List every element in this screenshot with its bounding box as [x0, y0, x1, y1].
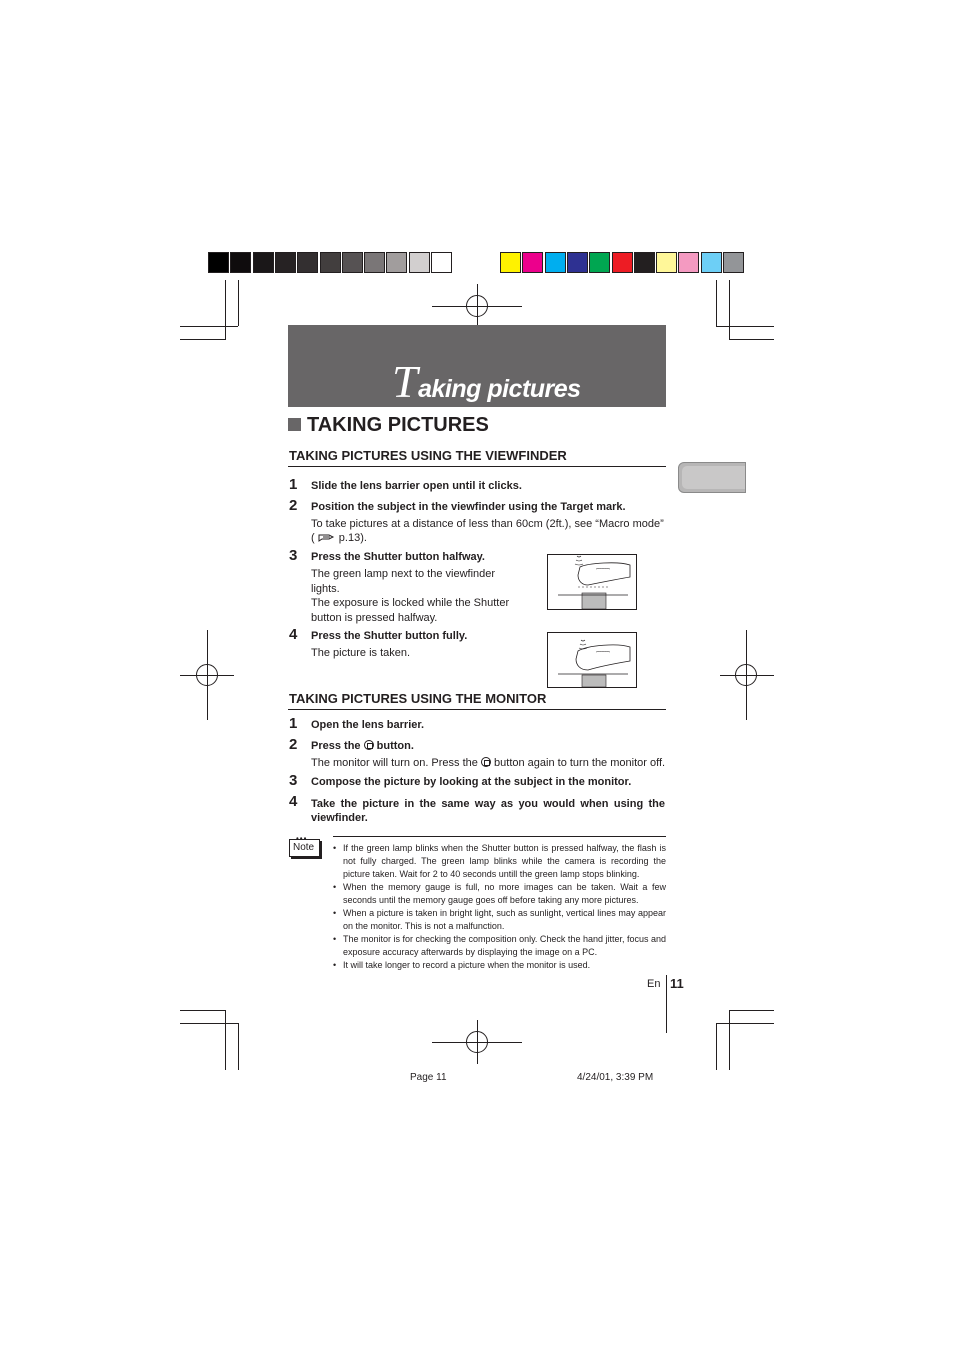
step-body: The picture is taken. — [311, 647, 411, 659]
color-swatch — [678, 252, 699, 273]
gray-swatch — [364, 252, 385, 273]
step-text: Slide the lens barrier open until it clicks. — [311, 480, 522, 492]
color-swatch — [589, 252, 610, 273]
crop-mark — [716, 280, 717, 326]
note-item: • When a picture is taken in bright light, such as sunlight, vertical lines may appear on the monitor. This is not a malfunction. — [333, 907, 666, 933]
chapter-title: Taking pictures — [392, 356, 581, 407]
gray-swatch — [275, 252, 296, 273]
step-number: 1 — [289, 715, 298, 732]
gray-swatch — [208, 252, 229, 273]
note-list — [333, 842, 666, 972]
shutter-fully-illustration — [547, 632, 637, 688]
gray-swatch — [320, 252, 341, 273]
color-swatch — [723, 252, 744, 273]
crop-mark — [225, 280, 226, 340]
shutter-halfway-illustration — [547, 554, 637, 610]
color-swatch — [656, 252, 677, 273]
crop-mark — [716, 1023, 717, 1070]
note-dots-icon: ••• — [296, 834, 308, 843]
color-swatch — [500, 252, 521, 273]
note-item: • If the green lamp blinks when the Shutter button is pressed halfway, the flash is not fully charged. The green lamp blinks while the camera is recording the picture taken. Wait for 2 to 40 seconds untill the green lamp stops blinking. — [333, 842, 666, 881]
page-number-divider — [666, 975, 667, 1033]
crop-mark — [238, 280, 239, 326]
crop-mark — [729, 280, 730, 340]
step-text: Open the lens barrier. — [311, 719, 425, 731]
gray-swatch — [342, 252, 363, 273]
gray-swatch — [431, 252, 452, 273]
note-label-box — [289, 834, 320, 857]
gray-swatch — [386, 252, 407, 273]
subsection-title-viewfinder: TAKING PICTURES USING THE VIEWFINDER — [289, 448, 567, 463]
step-body: The monitor will turn on. Press the button again to turn the monitor off. — [311, 757, 666, 769]
step-text: Position the subject in the viewfinder using the Target mark. — [311, 501, 626, 513]
note-label: Note — [293, 842, 315, 853]
step-number: 3 — [289, 772, 298, 789]
crop-mark — [225, 1010, 226, 1070]
crop-mark — [180, 326, 238, 327]
step-text: Press the Shutter button fully. — [311, 630, 468, 642]
registration-circle — [466, 295, 488, 317]
step-text: Take the picture in the same way as you would when using the viewfinder. — [311, 798, 665, 824]
step-body: To take pictures at a distance of less than 60cm (2ft.), see “Macro mode” — [311, 518, 664, 530]
step-number: 1 — [289, 476, 298, 493]
step-number: 2 — [289, 736, 298, 753]
crop-mark — [180, 339, 226, 340]
finger-press-icon — [548, 633, 636, 687]
monitor-button-icon — [481, 757, 491, 767]
registration-circle — [196, 664, 218, 686]
color-swatch — [701, 252, 722, 273]
step-text: Press the Shutter button halfway. — [311, 551, 485, 563]
gray-swatch — [253, 252, 274, 273]
note-item: • It will take longer to record a picture when the monitor is used. — [333, 959, 666, 972]
note-item: • The monitor is for checking the composition only. Check the hand jitter, focus and exposure accuracy afterwards by displaying the image on a PC. — [333, 933, 666, 959]
gray-swatch — [230, 252, 251, 273]
crop-mark — [716, 1023, 774, 1024]
step-number: 4 — [289, 626, 298, 643]
chapter-banner — [288, 325, 666, 407]
step-text: Press the button. — [311, 740, 414, 752]
print-page-label: Page 11 — [410, 1072, 447, 1083]
step-body: ( p.13). — [311, 532, 367, 544]
square-bullet-icon — [288, 418, 301, 431]
pointing-hand-icon — [318, 532, 336, 542]
registration-circle — [735, 664, 757, 686]
subsection-title-monitor: TAKING PICTURES USING THE MONITOR — [289, 691, 547, 706]
color-swatch — [612, 252, 633, 273]
crop-mark — [180, 1023, 238, 1024]
language-label: En — [647, 978, 661, 990]
finger-press-icon — [548, 555, 636, 609]
crop-mark — [238, 1023, 239, 1070]
step-number: 2 — [289, 497, 298, 514]
crop-mark — [729, 1010, 730, 1070]
step-body: The green lamp next to the viewfinder lights. — [311, 568, 496, 595]
subsection-rule — [288, 466, 666, 467]
note-item: • When the memory gauge is full, no more images can be taken. Wait a few seconds until the memory gauge goes off before taking any more pictures. — [333, 881, 666, 907]
print-date-label: 4/24/01, 3:39 PM — [577, 1072, 654, 1083]
color-swatch — [522, 252, 543, 273]
section-title: TAKING PICTURES — [288, 414, 489, 437]
step-body: The exposure is locked while the Shutter button is pressed halfway. — [311, 597, 510, 624]
color-swatch — [567, 252, 588, 273]
monitor-button-icon — [364, 740, 374, 750]
step-text: Compose the picture by looking at the subject in the monitor. — [311, 776, 632, 788]
crop-mark — [716, 326, 774, 327]
color-swatch — [634, 252, 655, 273]
crop-mark — [180, 1010, 226, 1011]
color-swatch — [545, 252, 566, 273]
subsection-rule — [288, 709, 666, 710]
crop-mark — [729, 1010, 774, 1011]
step-number: 3 — [289, 547, 298, 564]
gray-swatch — [297, 252, 318, 273]
crop-mark — [729, 339, 774, 340]
gray-swatch — [409, 252, 430, 273]
registration-circle — [466, 1031, 488, 1053]
page-number: 11 — [670, 976, 684, 991]
side-tab — [678, 462, 746, 493]
note-rule — [333, 836, 666, 837]
step-number: 4 — [289, 793, 298, 810]
